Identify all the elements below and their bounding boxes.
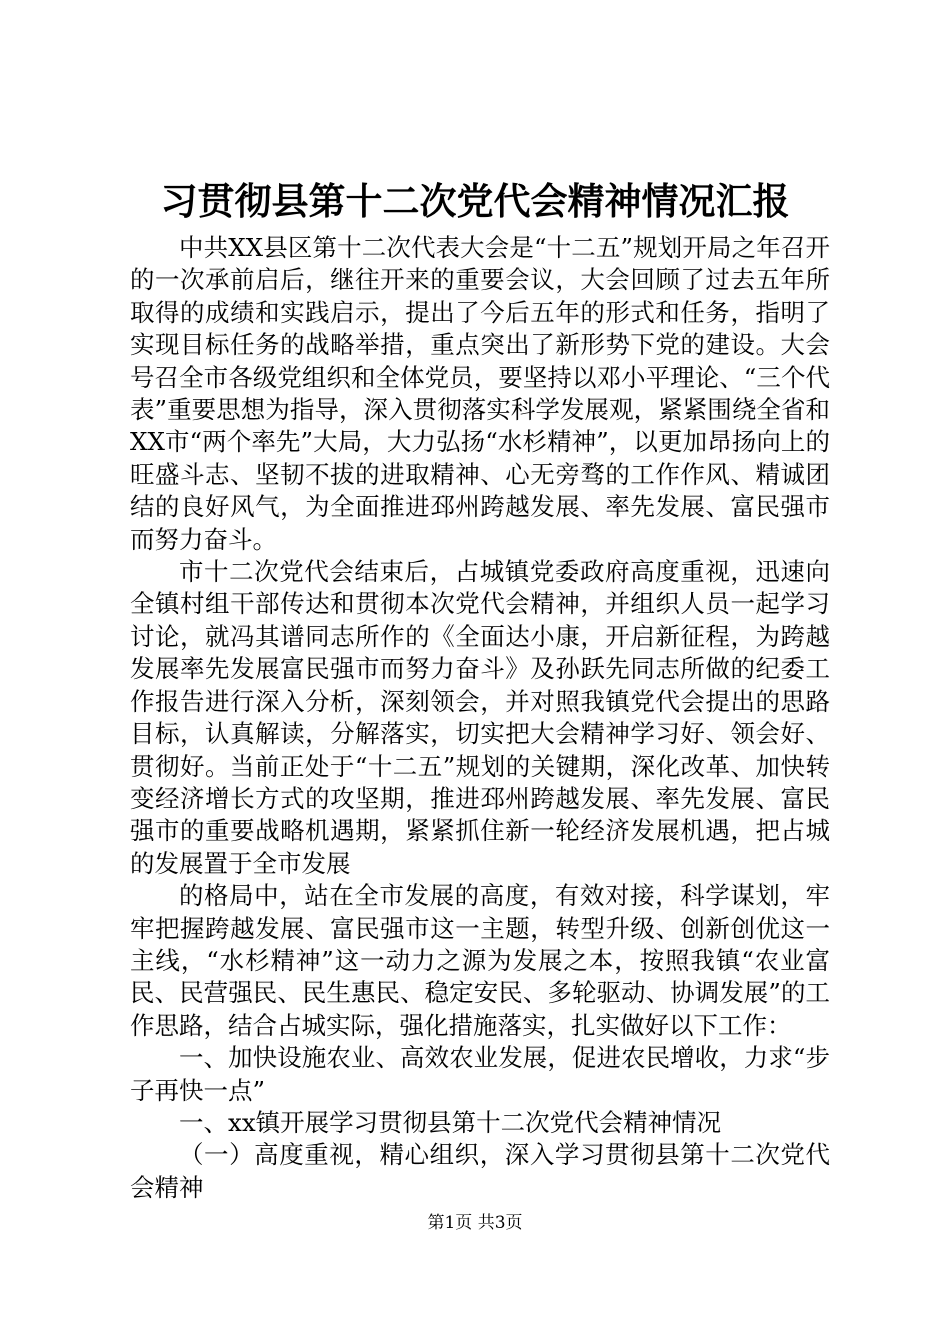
page-number-footer: 第1页 共3页 <box>427 1213 523 1233</box>
paragraph-6: （一）高度重视，精心组织，深入学习贯彻县第十二次党代会精神 <box>130 1140 830 1202</box>
paragraph-3: 的格局中，站在全市发展的高度，有效对接，科学谋划，牢牢把握跨越发展、富民强市这一主题，转型升级、创新创优这一主线，“水杉精神”这一动力之源为发展之本，按照我镇“农业富民、民营强民、民生惠民、稳定安民、多轮驱动、协调发展”的工作思路，结合占城实际，强化措施落实，扎实做好以下工作： <box>130 881 830 1040</box>
document-body <box>130 232 830 1204</box>
document-title: 习贯彻县第十二次党代会精神情况汇报 <box>160 179 790 223</box>
paragraph-2: 市十二次党代会结束后，占城镇党委政府高度重视，迅速向全镇村组干部传达和贯彻本次党代会精神，并组织人员一起学习讨论，就冯其谱同志所作的《全面达小康，开启新征程，为跨越发展率先发展富民强市而努力奋斗》及孙跃先同志所做的纪委工作报告进行深入分析，深刻领会，并对照我镇党代会提出的思路目标，认真解读，分解落实，切实把大会精神学习好、领会好、贯彻好。当前正处于“十二五”规划的关键期，深化改革、加快转变经济增长方式的攻坚期，推进邳州跨越发展、率先发展、富民强市的重要战略机遇期，紧紧抓住新一轮经济发展机遇，把占城的发展置于全市发展 <box>130 557 830 878</box>
paragraph-5: 一、xx镇开展学习贯彻县第十二次党代会精神情况 <box>179 1107 722 1137</box>
paragraph-4: 一、加快设施农业、高效农业发展，促进农民增收，力求“步子再快一点” <box>130 1043 830 1105</box>
paragraph-1: 中共XX县区第十二次代表大会是“十二五”规划开局之年召开的一次承前启后，继往开来的重要会议，大会回顾了过去五年所取得的成绩和实践启示，提出了今后五年的形式和任务，指明了实现目标任务的战略举措，重点突出了新形势下党的建设。大会号召全市各级党组织和全体党员，要坚持以邓小平理论、“三个代表”重要思想为指导，深入贯彻落实科学发展观，紧紧围绕全省和XX市“两个率先”大局，大力弘扬“水杉精神”，以更加昂扬向上的旺盛斗志、坚韧不拔的进取精神、心无旁骛的工作作风、精诚团结的良好风气，为全面推进邳州跨越发展、率先发展、富民强市而努力奋斗。 <box>130 233 830 554</box>
